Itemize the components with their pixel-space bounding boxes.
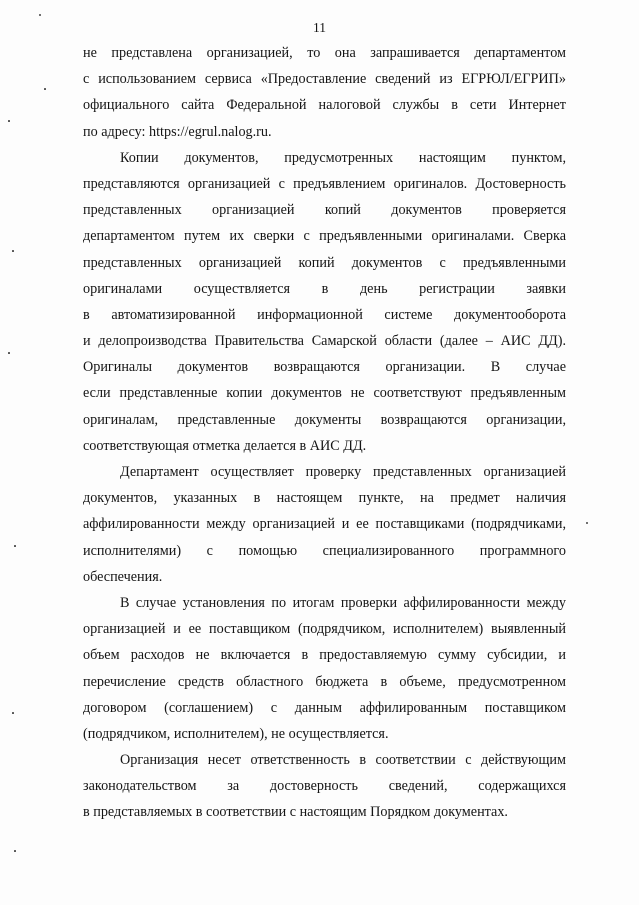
- text-line: соответствующая отметка делается в АИС ДД.: [83, 437, 367, 454]
- text-line: объем расходов не включается в предоставляемую сумму субсидии, и: [83, 647, 566, 664]
- text-line: Департамент осуществляет проверку представленных организацией: [120, 464, 566, 480]
- text-line: аффилированности между организацией и ее поставщиками (подрядчиками,: [83, 516, 566, 533]
- text-line: документов, указанных в настоящем пункте, на предмет наличия: [83, 490, 566, 507]
- text-line: не представлена организацией, то она запрашивается департаментом: [83, 45, 566, 61]
- paragraph-3: [83, 459, 566, 590]
- text-line: договором (соглашением) с данным аффилированным поставщиком: [83, 699, 566, 716]
- text-line: Организация несет ответственность в соответствии с действующим: [120, 752, 566, 769]
- text-line: В случае установления по итогам проверки аффилированности между: [120, 594, 566, 611]
- text-line: Оригиналы документов возвращаются организации. В случае: [83, 359, 566, 376]
- text-line: представляются организацией с предъявлением оригиналов. Достоверность: [83, 175, 566, 192]
- text-line: и делопроизводства Правительства Самарской области (далее – АИС ДД).: [83, 333, 566, 350]
- paragraph-2: [83, 145, 566, 459]
- scan-speck: [8, 352, 10, 354]
- scan-speck: [586, 522, 588, 524]
- scan-speck: [12, 712, 14, 714]
- text-line: по адресу: https://egrul.nalog.ru.: [83, 123, 272, 140]
- paragraph-4: [83, 590, 566, 747]
- paragraph-1: [83, 40, 566, 145]
- scan-speck: [14, 850, 16, 852]
- text-line: официального сайта Федеральной налоговой службы в сети Интернет: [83, 97, 566, 114]
- text-line: оригиналам, представленные документы возвращаются организации,: [83, 411, 566, 428]
- text-line: организацией и ее поставщиком (подрядчиком, исполнителем) выявленный: [83, 621, 566, 638]
- text-line: Копии документов, предусмотренных настоящим пунктом,: [120, 149, 566, 166]
- scan-speck: [39, 14, 41, 16]
- text-line: департаментом путем их сверки с предъявленными оригиналами. Сверка: [83, 228, 566, 245]
- text-line: исполнителями) с помощью специализированного программного: [83, 542, 566, 559]
- scan-speck: [8, 120, 10, 122]
- text-line: в автоматизированной информационной системе документооборота: [83, 306, 566, 323]
- page-number: 11: [313, 20, 326, 35]
- paragraph-5: [83, 747, 566, 826]
- text-line: обеспечения.: [83, 568, 163, 585]
- text-line: законодательством за достоверность сведений, содержащихся: [83, 778, 566, 795]
- document-body: [83, 40, 566, 826]
- text-line: в представляемых в соответствии с настоящим Порядком документах.: [83, 804, 508, 821]
- scan-speck: [14, 545, 16, 547]
- text-line: перечисление средств областного бюджета в объеме, предусмотренном: [83, 673, 566, 690]
- text-line: представленных организацией копий документов с предъявленными: [83, 254, 566, 271]
- text-line: с использованием сервиса «Предоставление сведений из ЕГРЮЛ/ЕГРИП»: [83, 71, 566, 88]
- text-line: представленных организацией копий документов проверяется: [83, 202, 566, 219]
- scan-speck: [44, 88, 46, 90]
- text-line: оригиналами осуществляется в день регистрации заявки: [83, 280, 566, 297]
- text-line: (подрядчиком, исполнителем), не осуществляется.: [83, 725, 389, 742]
- text-line: если представленные копии документов не соответствуют предъявленным: [83, 385, 566, 402]
- scan-speck: [12, 250, 14, 252]
